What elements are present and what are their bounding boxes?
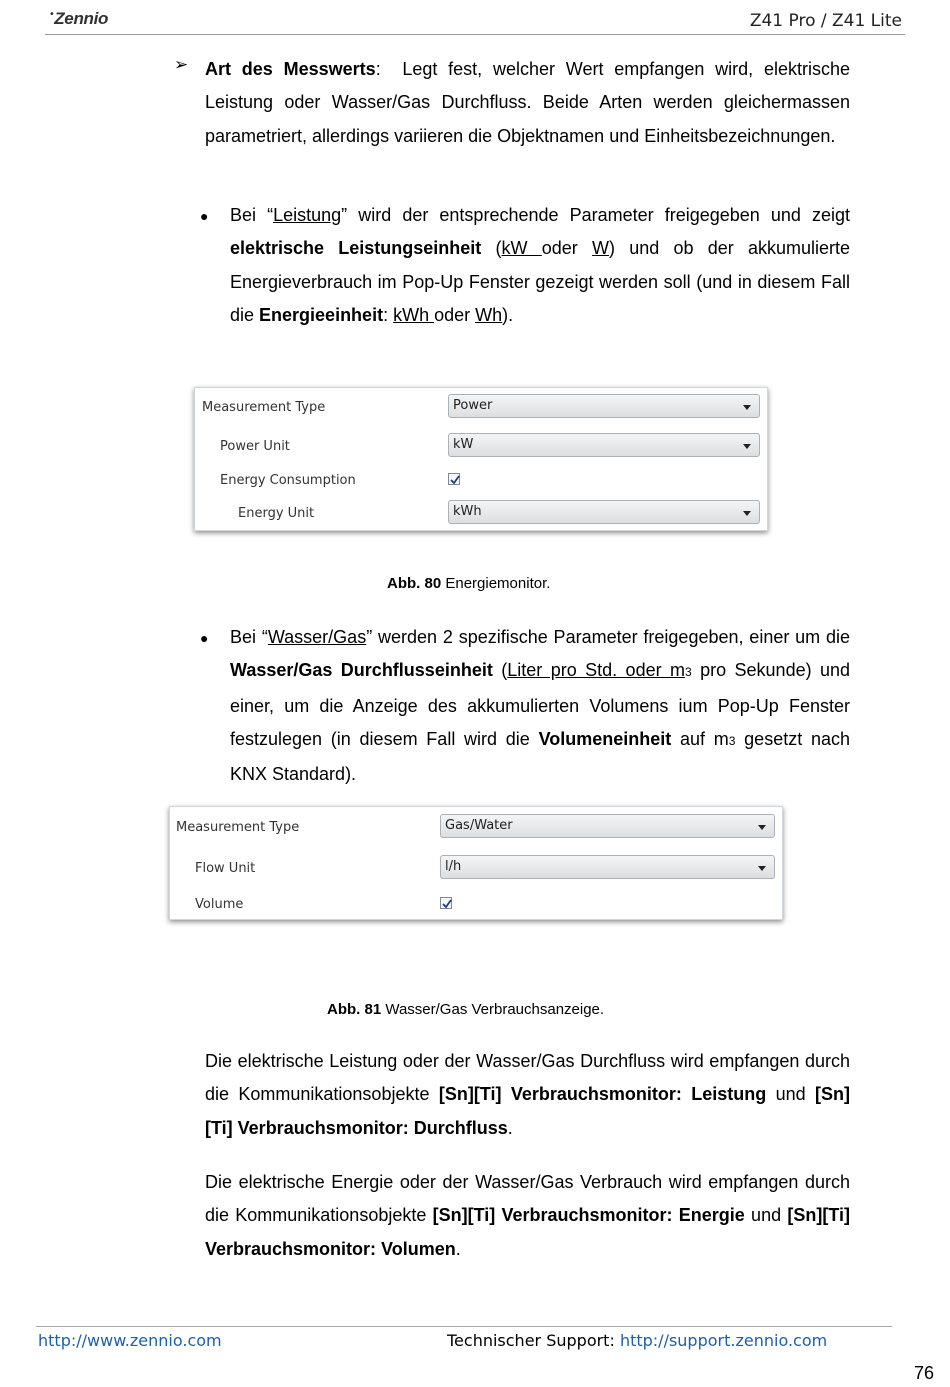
bullet-paragraph-power: Bei “Leistung” wird der entsprechende Parameter freigegeben und zeigt elektrische Leistungseinheit (kW oder W) und ob der akkumulierte Energieverbrauch im Pop-Up Fenster gezeigt werden soll (und in diesem Fall die Energieeinheit: kWh oder Wh). (230, 205, 850, 325)
page-number: 76 (913, 1363, 934, 1383)
measurement-type-dropdown[interactable]: Power (448, 394, 760, 418)
bullet-icon: ● (200, 208, 209, 224)
measurement-type-label: Measurement Type (202, 400, 326, 415)
support-link[interactable]: http://support.zennio.com (619, 1331, 828, 1350)
bullet-icon: ● (200, 630, 209, 646)
water-gas-parameters-dialog (169, 806, 783, 920)
chevron-down-icon (743, 511, 751, 516)
measurement-type-label: Measurement Type (176, 820, 300, 835)
volume-label: Volume (195, 897, 244, 912)
checkmark-icon (449, 474, 461, 486)
arrow-bullet-icon: ➢ (174, 55, 189, 74)
flow-unit-dropdown[interactable]: l/h (440, 855, 775, 879)
energy-consumption-checkbox[interactable] (448, 473, 460, 485)
volume-checkbox[interactable] (440, 897, 452, 909)
energy-unit-dropdown[interactable]: kWh (448, 500, 760, 524)
chevron-down-icon (758, 866, 766, 871)
flow-unit-label: Flow Unit (195, 861, 256, 876)
bullet-paragraph-water-gas: Bei “Wasser/Gas” werden 2 spezifische Parameter freigegeben, einer um die Wasser/Gas Durchflusseinheit (Liter pro Std. oder m3 pro Sekunde) und einer, um die Anzeige des akkumulierten Volumens ium Pop-Up Fenster festzulegen (in diesem Fall wird die Volumeneinheit auf m3 gesetzt nach KNX Standard). (230, 627, 851, 785)
chevron-down-icon (743, 444, 751, 449)
power-unit-label: Power Unit (220, 439, 290, 454)
chevron-down-icon (758, 825, 766, 830)
figure-80-caption: Abb. 80 Energiemonitor. (387, 575, 551, 592)
header-divider (45, 34, 905, 35)
power-parameters-dialog (194, 387, 768, 531)
paragraph-energy-objects: Die elektrische Energie oder der Wasser/Gas Verbrauch wird empfangen durch die Kommunikationsobjekte [Sn][Ti] Verbrauchsmonitor: Energie und [Sn][Ti] Verbrauchsmonitor: Volumen. (205, 1172, 850, 1259)
figure-81-caption: Abb. 81 Wasser/Gas Verbrauchsanzeige. (327, 1001, 605, 1018)
energy-unit-label: Energy Unit (238, 506, 315, 521)
website-link[interactable]: http://www.zennio.com (38, 1331, 222, 1350)
zennio-logo: •Zennio (50, 9, 109, 28)
chevron-down-icon (743, 405, 751, 410)
power-unit-dropdown[interactable]: kW (448, 433, 760, 457)
support-info: Technischer Support: http://support.zennio.com (447, 1331, 828, 1350)
document-title: Z41 Pro / Z41 Lite (749, 11, 902, 31)
footer-divider (36, 1326, 892, 1327)
energy-consumption-label: Energy Consumption (220, 473, 356, 488)
measurement-type-dropdown[interactable]: Gas/Water (440, 814, 775, 838)
intro-paragraph: Art des Messwerts: Legt fest, welcher Wert empfangen wird, elektrische Leistung oder Wasser/Gas Durchfluss. Beide Arten werden gleichermassen parametriert, allerdings variieren die Objektnamen und Einheitsbezeichnungen. (205, 59, 850, 146)
checkmark-icon (441, 898, 453, 910)
paragraph-flow-objects: Die elektrische Leistung oder der Wasser/Gas Durchfluss wird empfangen durch die Kommunikationsobjekte [Sn][Ti] Verbrauchsmonitor: Leistung und [Sn][Ti] Verbrauchsmonitor: Durchfluss. (205, 1051, 850, 1138)
